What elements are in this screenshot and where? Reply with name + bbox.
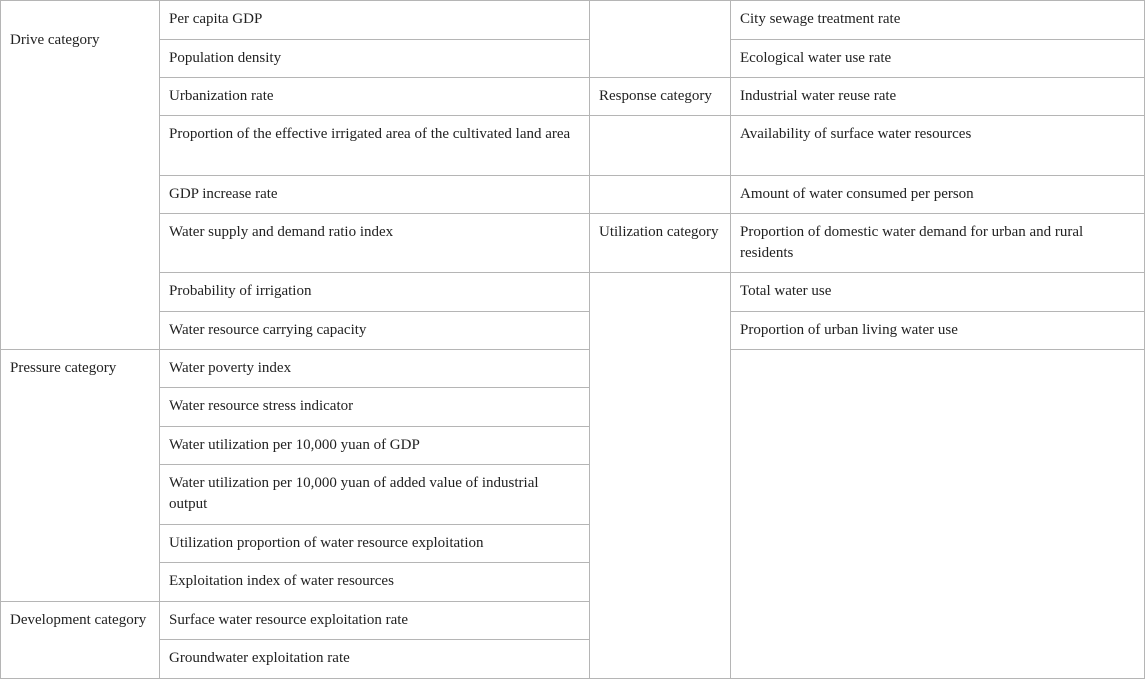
indicator-cell: Proportion of urban living water use [740,322,958,338]
indicator-cell: Water utilization per 10,000 yuan of added value of industrial output [169,475,539,512]
indicator-cell: Proportion of the effective irrigated area of the cultivated land area [169,126,571,142]
indicator-cell: Water utilization per 10,000 yuan of GDP [169,437,420,453]
row-divider [589,175,731,176]
row-divider [159,272,590,273]
row-divider [159,115,590,116]
category-cell-utilization: Utilization category [599,224,719,240]
row-divider [0,601,160,602]
indicator-cell: Surface water resource exploitation rate [169,612,409,628]
row-divider [159,39,590,40]
indicator-cell: Groundwater exploitation rate [169,650,350,666]
indicator-cell: Ecological water use rate [740,50,892,66]
column-divider [159,0,160,679]
indicator-cell: Per capita GDP [169,11,263,27]
indicator-cell: Water poverty index [169,360,292,376]
row-divider [589,77,731,78]
row-divider [730,213,1145,214]
indicator-cell: Water resource stress indicator [169,398,354,414]
row-divider [730,77,1145,78]
indicator-cell: Total water use [740,283,832,299]
indicator-cell: Probability of irrigation [169,283,312,299]
row-divider [589,213,731,214]
indicator-cell: Water resource carrying capacity [169,322,367,338]
indicator-cell: Water supply and demand ratio index [169,224,394,240]
indicator-cell: Exploitation index of water resources [169,573,394,589]
indicator-cell: Availability of surface water resources [740,126,972,142]
row-divider [159,213,590,214]
indicator-cell: Urbanization rate [169,88,274,104]
indicator-cell: Proportion of domestic water demand for urban and rural residents [740,224,1084,261]
row-divider [159,464,590,465]
category-cell-development: Development category [10,612,147,628]
indicator-cell: City sewage treatment rate [740,11,901,27]
row-divider [159,426,590,427]
indicator-cell: Population density [169,50,282,66]
indicator-cell: Utilization proportion of water resource exploitation [169,535,484,551]
row-divider [159,562,590,563]
row-divider [159,175,590,176]
column-divider [730,0,731,679]
row-divider [159,387,590,388]
row-divider [159,311,590,312]
indicator-cell: Amount of water consumed per person [740,186,974,202]
column-divider [589,0,590,679]
table-border [0,0,1145,1]
row-divider [730,311,1145,312]
row-divider [730,39,1145,40]
row-divider [159,601,590,602]
category-cell-pressure: Pressure category [10,360,117,376]
row-divider [159,77,590,78]
row-divider [730,115,1145,116]
row-divider [159,639,590,640]
row-divider [730,175,1145,176]
category-cell-drive: Drive category [10,32,100,48]
row-divider [730,272,1145,273]
indicator-cell: Industrial water reuse rate [740,88,897,104]
row-divider [589,272,731,273]
row-divider [0,349,160,350]
row-divider [589,115,731,116]
row-divider [159,524,590,525]
table-border [0,0,1,679]
row-divider [159,349,590,350]
row-divider [730,349,1145,350]
category-cell-response: Response category [599,88,712,104]
indicator-cell: GDP increase rate [169,186,278,202]
